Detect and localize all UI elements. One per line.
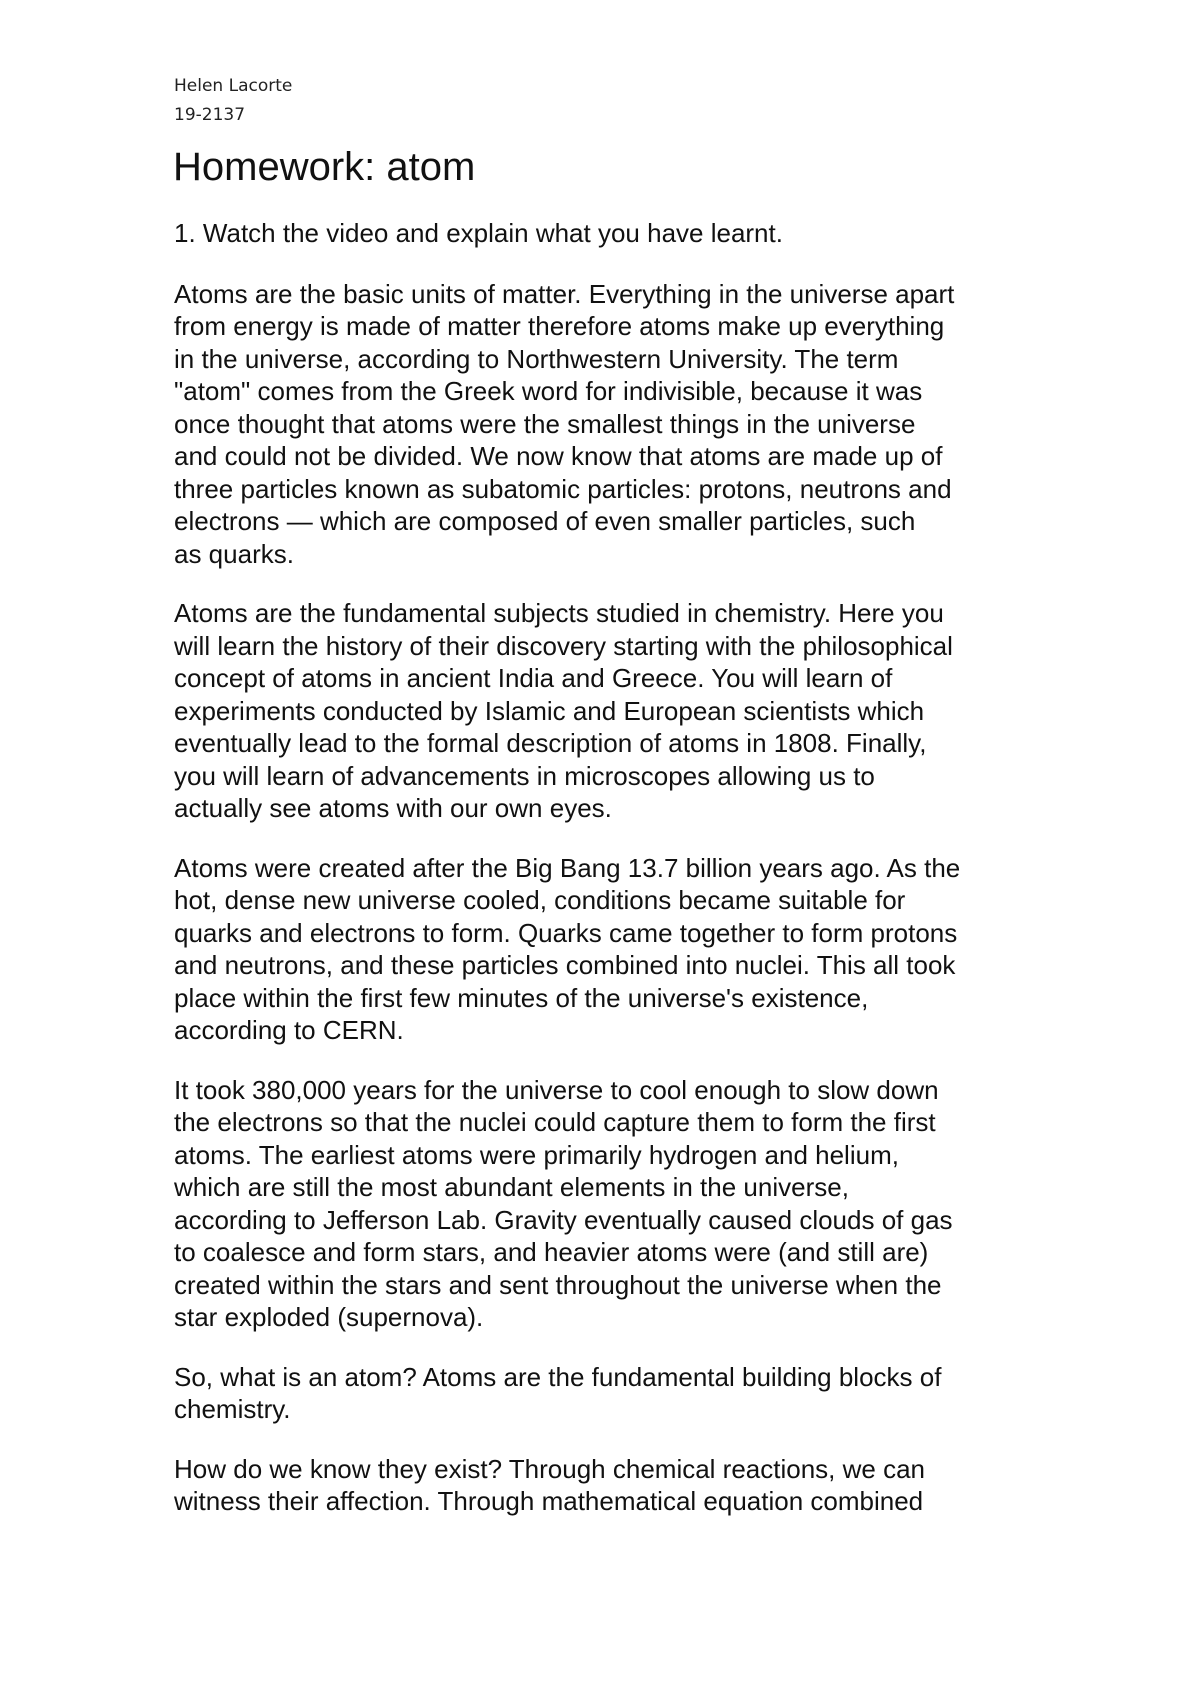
text-line: will learn the history of their discovery starting with the philosophical <box>174 630 953 661</box>
text-line: in the universe, according to Northwestern University. The term <box>174 343 899 374</box>
text-line: witness their affection. Through mathematical equation combined <box>174 1486 924 1516</box>
paragraph-2 <box>174 597 1054 825</box>
text-line: It took 380,000 years for the universe to cool enough to slow down <box>174 1074 939 1105</box>
text-line: which are still the most abundant elements in the universe, <box>174 1172 849 1202</box>
text-line: hot, dense new universe cooled, conditions became suitable for <box>174 885 906 915</box>
student-code: 19-2137 <box>174 105 246 125</box>
question <box>174 217 1054 250</box>
text-line: Atoms are the basic units of matter. Everything in the universe apart <box>174 278 955 309</box>
text-line: eventually lead to the formal description of atoms in 1808. Finally, <box>174 728 927 758</box>
text-line: electrons — which are composed of even smaller particles, such <box>174 506 916 536</box>
text-line: as quarks. <box>174 538 294 569</box>
text-line: three particles known as subatomic particles: protons, neutrons and <box>174 473 952 504</box>
text-line: star exploded (supernova). <box>174 1302 484 1332</box>
text-line: the electrons so that the nuclei could capture them to form the first <box>174 1107 936 1137</box>
page-title: Homework: atom <box>173 145 476 189</box>
text-line: actually see atoms with our own eyes. <box>174 793 612 823</box>
paragraph-5 <box>174 1361 1054 1426</box>
text-line: and neutrons, and these particles combined into nuclei. This all took <box>174 950 956 980</box>
text-line: according to Jefferson Lab. Gravity eventually caused clouds of gas <box>174 1204 953 1235</box>
text-line: Atoms were created after the Big Bang 13.7 billion years ago. As the <box>174 852 961 883</box>
text-line: created within the stars and sent throughout the universe when the <box>174 1269 942 1300</box>
text-line: to coalesce and form stars, and heavier atoms were (and still are) <box>174 1237 929 1267</box>
document-header <box>174 72 292 130</box>
question-text: 1. Watch the video and explain what you have learnt. <box>174 218 783 248</box>
paragraph-3 <box>174 852 1054 1047</box>
text-line: from energy is made of matter therefore atoms make up everything <box>174 311 945 341</box>
text-line: and could not be divided. We now know that atoms are made up of <box>174 441 943 471</box>
text-line: Atoms are the fundamental subjects studied in chemistry. Here you <box>174 598 944 628</box>
paragraph-1 <box>174 278 1054 571</box>
text-line: atoms. The earliest atoms were primarily hydrogen and helium, <box>174 1139 899 1170</box>
text-line: "atom" comes from the Greek word for indivisible, because it was <box>174 376 923 406</box>
text-line: once thought that atoms were the smallest things in the universe <box>174 408 916 439</box>
text-line: How do we know they exist? Through chemical reactions, we can <box>174 1453 926 1484</box>
paragraph-6 <box>174 1453 1054 1518</box>
text-line: chemistry. <box>174 1394 291 1424</box>
text-line: concept of atoms in ancient India and Greece. You will learn of <box>174 663 893 693</box>
text-line: So, what is an atom? Atoms are the fundamental building blocks of <box>174 1361 942 1392</box>
document-body <box>174 217 1054 1545</box>
text-line: place within the first few minutes of the universe's existence, <box>174 982 869 1013</box>
paragraph-4 <box>174 1074 1054 1334</box>
text-line: according to CERN. <box>174 1015 404 1045</box>
author-name: Helen Lacorte <box>174 76 293 96</box>
text-line: you will learn of advancements in microscopes allowing us to <box>174 760 875 791</box>
text-line: quarks and electrons to form. Quarks came together to form protons <box>174 917 958 948</box>
text-line: experiments conducted by Islamic and European scientists which <box>174 695 925 726</box>
